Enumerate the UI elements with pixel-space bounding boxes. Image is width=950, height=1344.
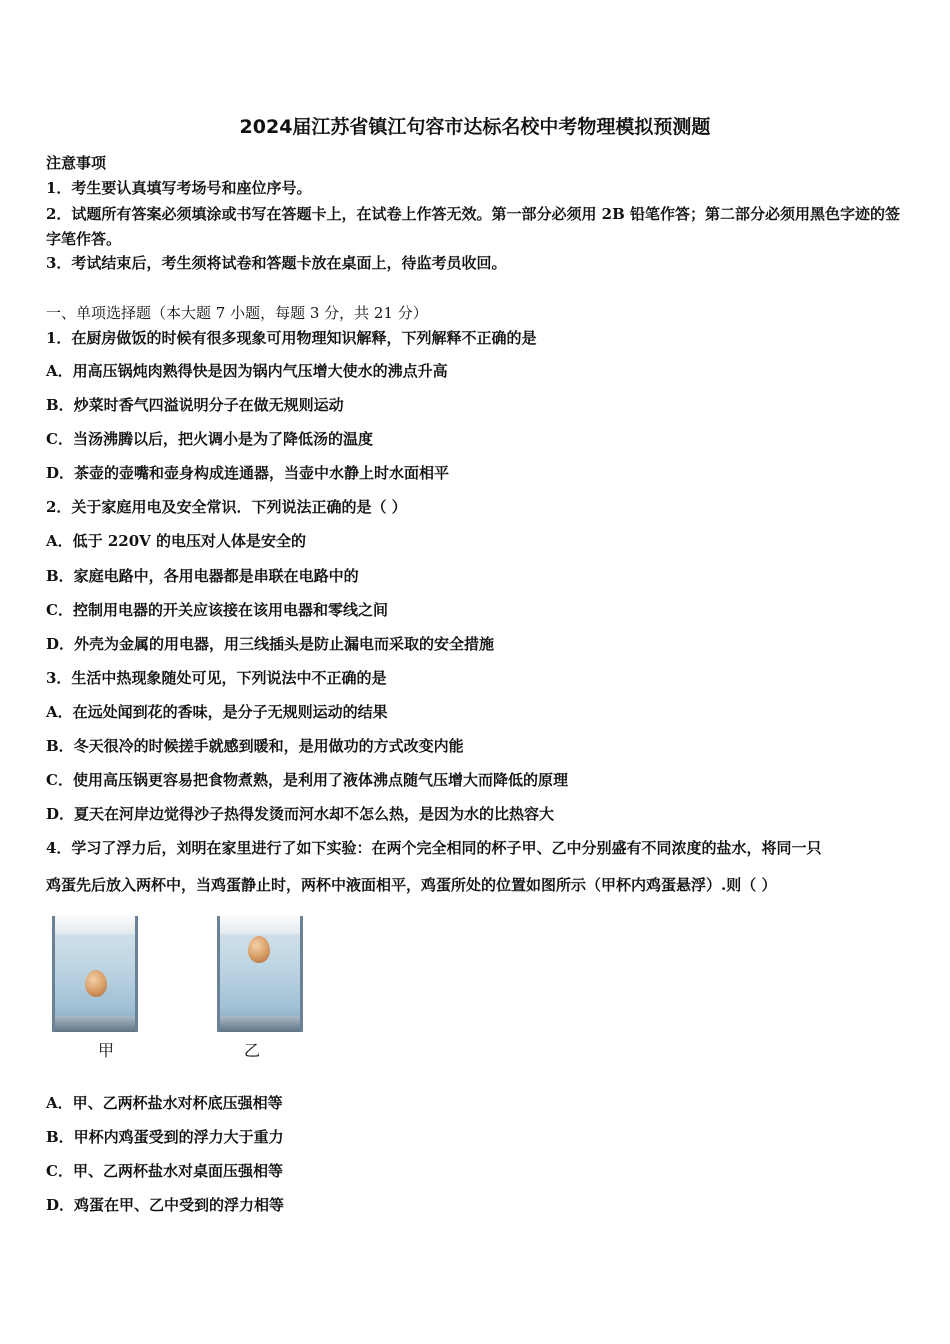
egg-suspended [85,970,107,997]
question-1-option-a: A．用高压锅炖肉熟得快是因为锅内气压增大使水的沸点升高 [46,362,448,380]
question-3-option-a: A．在远处闻到花的香味，是分子无规则运动的结果 [46,703,388,721]
question-2-option-a: A．低于 220V 的电压对人体是安全的 [46,532,307,550]
question-3-option-d: D．夏天在河岸边觉得沙子热得发烫而河水却不怎么热，是因为水的比热容大 [46,805,555,823]
question-3-option-b: B．冬天很冷的时候搓手就感到暖和，是用做功的方式改变内能 [46,737,464,755]
question-3-stem: 3．生活中热现象随处可见，下列说法中不正确的是 [46,669,387,687]
question-4-figure [52,912,322,1062]
notice-item-3: 3．考试结束后，考生须将试卷和答题卡放在桌面上，待监考员收回。 [46,254,507,272]
figure-label-yi: 乙 [244,1041,261,1060]
question-2-option-d: D．外壳为金属的用电器，用三线插头是防止漏电而采取的安全措施 [46,635,495,653]
question-2-stem: 2．关于家庭用电及安全常识．下列说法正确的是（ ） [46,498,407,516]
question-4-stem: 4．学习了浮力后，刘明在家里进行了如下实验：在两个完全相同的杯子甲、乙中分别盛有不同浓度的盐水，将同一只 [46,839,822,857]
figure-label-jia: 甲 [98,1041,115,1060]
question-1-option-d: D．茶壶的壶嘴和壶身构成连通器，当壶中水静上时水面相平 [46,464,450,482]
question-4-option-c: C．甲、乙两杯盐水对桌面压强相等 [46,1162,283,1180]
cup-yi [217,916,303,1032]
notice-item-2: 2．试题所有答案必须填涂或书写在答题卡上，在试卷上作答无效。第一部分必须用 2B 铅笔作答；第二部分必须用黑色字迹的签字笔作答。 [46,205,901,248]
egg-floating [248,936,270,963]
question-4-option-d: D．鸡蛋在甲、乙中受到的浮力相等 [46,1196,285,1214]
question-1-stem: 1．在厨房做饭的时候有很多现象可用物理知识解释，下列解释不正确的是 [46,329,537,347]
question-2-option-b: B．家庭电路中，各用电器都是串联在电路中的 [46,567,359,585]
question-2-option-c: C．控制用电器的开关应该接在该用电器和零线之间 [46,601,388,619]
cup-jia [52,916,138,1032]
question-4-option-b: B．甲杯内鸡蛋受到的浮力大于重力 [46,1128,284,1146]
question-4-option-a: A．甲、乙两杯盐水对杯底压强相等 [46,1094,283,1112]
section-heading: 一、单项选择题（本大题 7 小题，每题 3 分，共 21 分） [46,304,428,322]
question-1-option-c: C．当汤沸腾以后，把火调小是为了降低汤的温度 [46,430,373,448]
question-4-stem-cont: 鸡蛋先后放入两杯中，当鸡蛋静止时，两杯中液面相平，鸡蛋所处的位置如图所示（甲杯内鸡蛋悬浮）.则（ ） [46,876,777,894]
notice-heading: 注意事项 [46,154,107,172]
notice-item-1: 1．考生要认真填写考场号和座位序号。 [46,179,312,197]
question-1-option-b: B．炒菜时香气四溢说明分子在做无规则运动 [46,396,344,414]
document-title: 2024届江苏省镇江句容市达标名校中考物理模拟预测题 [239,116,711,138]
question-3-option-c: C．使用高压锅更容易把食物煮熟，是利用了液体沸点随气压增大而降低的原理 [46,771,568,789]
